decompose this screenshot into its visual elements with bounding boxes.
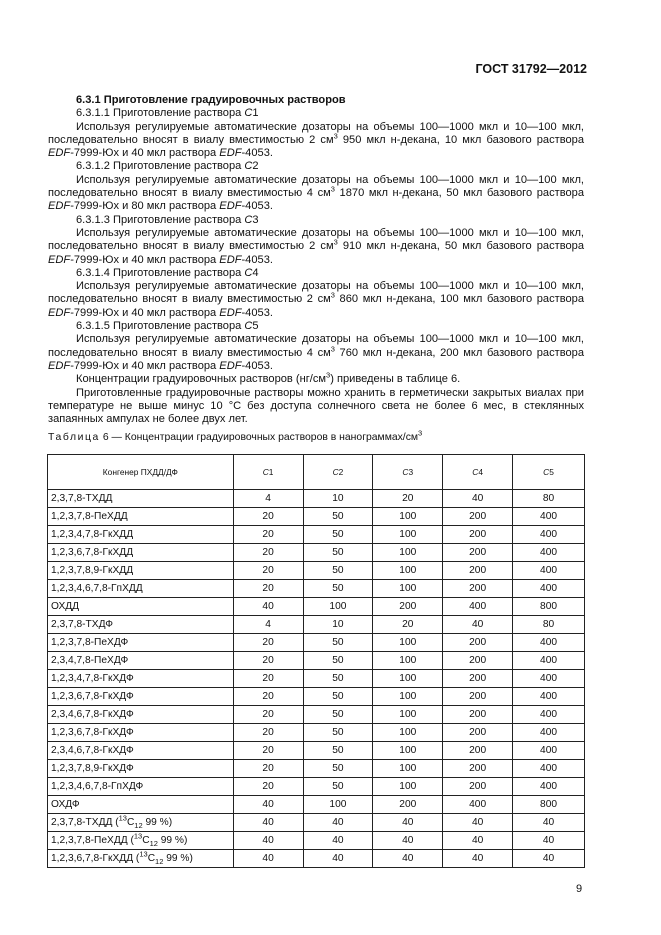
congener-name: ОХДД	[48, 598, 234, 616]
concentration-note: Концентрации градуировочных растворов $(нг/см^3)$ приведены в таблице 6.	[76, 370, 461, 386]
concentration-cell: 40	[513, 832, 585, 850]
concentration-cell: 200	[373, 598, 443, 616]
concentration-cell: 50	[303, 544, 373, 562]
table-row	[48, 706, 585, 724]
concentration-cell: 100	[373, 580, 443, 598]
subsection-title: 6.3.1.5 Приготовление раствора С5	[76, 320, 259, 333]
calibration-table	[47, 454, 585, 868]
table-row	[48, 652, 585, 670]
congener-name: 2,3,4,7,8-ПеХДФ	[48, 652, 234, 670]
concentration-cell: 800	[513, 598, 585, 616]
concentration-cell: 20	[233, 526, 303, 544]
concentration-cell: 40	[303, 850, 373, 868]
congener-name: 1,2,3,6,7,8-ГкХДД ($^{13}С_{12}$ 99 %)	[48, 850, 234, 868]
table-row	[48, 760, 585, 778]
concentration-cell: 20	[233, 508, 303, 526]
table-row	[48, 562, 585, 580]
concentration-cell: 200	[443, 778, 513, 796]
concentration-cell: 200	[443, 580, 513, 598]
table-row-labeled	[48, 850, 585, 868]
subsection-title: 6.3.1.4 Приготовление раствора С4	[76, 266, 259, 279]
concentration-cell: 20	[233, 706, 303, 724]
concentration-cell: 40	[233, 796, 303, 814]
concentration-cell: 100	[373, 634, 443, 652]
table-row	[48, 490, 585, 508]
congener-name: 1,2,3,4,7,8-ГкХДД	[48, 526, 234, 544]
concentration-cell: 50	[303, 508, 373, 526]
concentration-cell: 400	[513, 778, 585, 796]
subsection-title: 6.3.1.2 Приготовление раствора С2	[76, 160, 259, 173]
table-row	[48, 742, 585, 760]
concentration-cell: 400	[513, 760, 585, 778]
concentration-cell: 200	[443, 706, 513, 724]
concentration-cell: 20	[233, 688, 303, 706]
concentration-cell: 800	[513, 796, 585, 814]
concentration-cell: 4	[233, 616, 303, 634]
concentration-cell: 200	[443, 670, 513, 688]
congener-name: 1,2,3,6,7,8-ГкХДФ	[48, 724, 234, 742]
congener-name: 1,2,3,7,8-ПеХДД	[48, 508, 234, 526]
concentration-cell: 40	[233, 598, 303, 616]
table-body	[48, 490, 585, 868]
concentration-cell: 40	[373, 850, 443, 868]
section-title: 6.3.1 Приготовление градуировочных растворов	[76, 94, 346, 106]
standard-designation: ГОСТ 31792—2012	[475, 62, 587, 76]
congener-name: 2,3,7,8-ТХДД ($^{13}С_{12}$ 99 %)	[48, 814, 234, 832]
concentration-cell: 40	[303, 814, 373, 832]
concentration-cell: 40	[233, 832, 303, 850]
concentration-cell: 400	[513, 706, 585, 724]
concentration-cell: 50	[303, 760, 373, 778]
table-row	[48, 580, 585, 598]
congener-name: 1,2,3,4,6,7,8-ГпХДД	[48, 580, 234, 598]
table-row	[48, 508, 585, 526]
concentration-cell: 400	[513, 508, 585, 526]
concentration-cell: 400	[513, 742, 585, 760]
concentration-cell: 400	[513, 562, 585, 580]
concentration-cell: 40	[513, 850, 585, 868]
concentration-cell: 50	[303, 652, 373, 670]
table-row	[48, 778, 585, 796]
header-c3: С3	[373, 455, 443, 490]
concentration-cell: 100	[373, 760, 443, 778]
concentration-cell: 20	[233, 778, 303, 796]
subsection-title: 6.3.1.3 Приготовление раствора С3	[76, 213, 259, 226]
concentration-cell: 20	[233, 580, 303, 598]
concentration-cell: 40	[443, 616, 513, 634]
concentration-cell: 400	[513, 724, 585, 742]
concentration-cell: 20	[233, 724, 303, 742]
concentration-cell: 400	[443, 598, 513, 616]
concentration-cell: 100	[373, 778, 443, 796]
concentration-cell: 400	[513, 652, 585, 670]
concentration-cell: 40	[233, 850, 303, 868]
concentration-cell: 50	[303, 742, 373, 760]
table-caption: Таблица 6 — Концентрации градуировочных растворов в нанограммах/$см^3$	[48, 428, 423, 443]
concentration-cell: 100	[303, 796, 373, 814]
concentration-cell: 20	[233, 544, 303, 562]
concentration-cell: 20	[233, 760, 303, 778]
table-header-row	[48, 455, 585, 490]
concentration-cell: 200	[443, 688, 513, 706]
concentration-cell: 4	[233, 490, 303, 508]
header-c2: С2	[303, 455, 373, 490]
concentration-cell: 400	[513, 688, 585, 706]
congener-name: ОХДФ	[48, 796, 234, 814]
subsection-text: Используя регулируемые автоматические дозаторы на объемы 100—1000 мкл и 10—100 мкл, последовательно вносят в виалу вместимостью 4 $см^3$ 1870 мкл н-декана, 50 мкл базового раствора EDF-7999-Юх и 80 мкл раствора EDF-4053.	[48, 173, 585, 213]
concentration-cell: 80	[513, 616, 585, 634]
congener-name: 1,2,3,4,6,7,8-ГпХДФ	[48, 778, 234, 796]
congener-name: 2,3,7,8-ТХДД	[48, 490, 234, 508]
header-c4: С4	[443, 455, 513, 490]
concentration-cell: 400	[513, 526, 585, 544]
concentration-cell: 50	[303, 688, 373, 706]
table-row	[48, 724, 585, 742]
concentration-cell: 100	[303, 598, 373, 616]
congener-name: 2,3,4,6,7,8-ГкХДФ	[48, 706, 234, 724]
concentration-cell: 200	[443, 526, 513, 544]
concentration-cell: 40	[443, 832, 513, 850]
congener-name: 2,3,4,6,7,8-ГкХДФ	[48, 742, 234, 760]
concentration-cell: 100	[373, 688, 443, 706]
concentration-cell: 50	[303, 706, 373, 724]
concentration-cell: 100	[373, 562, 443, 580]
subsection-text: Используя регулируемые автоматические дозаторы на объемы 100—1000 мкл и 10—100 мкл, последовательно вносят в виалу вместимостью 4 $см^3$ 760 мкл н-декана, 200 мкл базового раствора EDF-7999-Юх и 40 мкл раствора EDF-4053.	[48, 333, 585, 372]
concentration-cell: 400	[443, 796, 513, 814]
document-body	[48, 94, 584, 426]
concentration-cell: 50	[303, 580, 373, 598]
concentration-cell: 20	[233, 634, 303, 652]
concentration-cell: 100	[373, 670, 443, 688]
concentration-cell: 40	[373, 832, 443, 850]
concentration-cell: 50	[303, 670, 373, 688]
concentration-cell: 50	[303, 724, 373, 742]
table-row	[48, 526, 585, 544]
concentration-cell: 200	[443, 634, 513, 652]
subsections	[48, 107, 584, 373]
concentration-cell: 40	[373, 814, 443, 832]
concentration-cell: 10	[303, 616, 373, 634]
concentration-cell: 20	[373, 490, 443, 508]
concentration-cell: 100	[373, 742, 443, 760]
concentration-cell: 200	[443, 652, 513, 670]
concentration-cell: 400	[513, 544, 585, 562]
concentration-cell: 40	[443, 490, 513, 508]
table-row	[48, 598, 585, 616]
congener-name: 1,2,3,7,8,9-ГкХДД	[48, 562, 234, 580]
concentration-cell: 100	[373, 652, 443, 670]
concentration-cell: 10	[303, 490, 373, 508]
congener-name: 1,2,3,7,8-ПеХДД ($^{13}С_{12}$ 99 %)	[48, 832, 234, 850]
congener-name: 1,2,3,7,8,9-ГкХДФ	[48, 760, 234, 778]
congener-name: 2,3,7,8-ТХДФ	[48, 616, 234, 634]
concentration-cell: 40	[303, 832, 373, 850]
concentration-cell: 200	[443, 508, 513, 526]
table-row	[48, 688, 585, 706]
concentration-cell: 400	[513, 634, 585, 652]
header-congener: Конгенер ПХДД/ДФ	[48, 455, 234, 490]
table-row	[48, 634, 585, 652]
concentration-cell: 20	[233, 562, 303, 580]
header-c1: С1	[233, 455, 303, 490]
concentration-cell: 200	[443, 742, 513, 760]
concentration-cell: 50	[303, 634, 373, 652]
congener-name: 1,2,3,4,7,8-ГкХДФ	[48, 670, 234, 688]
concentration-cell: 100	[373, 544, 443, 562]
concentration-cell: 40	[443, 814, 513, 832]
table-row-labeled	[48, 832, 585, 850]
congener-name: 1,2,3,7,8-ПеХДФ	[48, 634, 234, 652]
concentration-cell: 100	[373, 508, 443, 526]
concentration-cell: 400	[513, 580, 585, 598]
concentration-cell: 50	[303, 562, 373, 580]
concentration-cell: 20	[233, 652, 303, 670]
concentration-cell: 40	[233, 814, 303, 832]
table-row-labeled	[48, 814, 585, 832]
table-row	[48, 616, 585, 634]
concentration-cell: 400	[513, 670, 585, 688]
subsection-text: Используя регулируемые автоматические дозаторы на объемы 100—1000 мкл и 10—100 мкл, последовательно вносят в виалу вместимостью 2 $см^3$ 860 мкл н-декана, 100 мкл базового раствора EDF-7999-Юх и 40 мкл раствора EDF-4053.	[48, 280, 585, 319]
concentration-cell: 40	[513, 814, 585, 832]
concentration-cell: 200	[443, 562, 513, 580]
concentration-cell: 20	[233, 742, 303, 760]
concentration-cell: 20	[373, 616, 443, 634]
subsection-text: Используя регулируемые автоматические дозаторы на объемы 100—1000 мкл и 10—100 мкл, последовательно вносят в виалу вместимостью 2 $см^3$ 950 мкл н-декана, 10 мкл базового раствора EDF-7999-Юх и 40 мкл раствора EDF-4053.	[48, 120, 585, 160]
concentration-cell: 50	[303, 526, 373, 544]
concentration-cell: 80	[513, 490, 585, 508]
table-row	[48, 544, 585, 562]
concentration-cell: 200	[443, 544, 513, 562]
concentration-cell: 40	[443, 850, 513, 868]
concentration-cell: 200	[443, 760, 513, 778]
concentration-cell: 20	[233, 670, 303, 688]
table-row	[48, 796, 585, 814]
concentration-cell: 100	[373, 724, 443, 742]
table-row	[48, 670, 585, 688]
concentration-cell: 200	[443, 724, 513, 742]
congener-name: 1,2,3,6,7,8-ГкХДФ	[48, 688, 234, 706]
concentration-cell: 200	[373, 796, 443, 814]
header-c5: С5	[513, 455, 585, 490]
page-number: 9	[576, 883, 583, 895]
storage-note: Приготовленные градуировочные растворы можно хранить в герметически закрытых виалах при температуре не выше минус 10 °С без доступа солнечного света не более 6 мес, в стеклянных запаянных ампулах не более двух лет.	[48, 386, 584, 426]
subsection-title: 6.3.1.1 Приготовление раствора С1	[76, 107, 259, 120]
concentration-cell: 50	[303, 778, 373, 796]
concentration-cell: 100	[373, 526, 443, 544]
subsection-text: Используя регулируемые автоматические дозаторы на объемы 100—1000 мкл и 10—100 мкл, последовательно вносят в виалу вместимостью 2 $см^3$ 910 мкл н-декана, 50 мкл базового раствора EDF-7999-Юх и 40 мкл раствора EDF-4053.	[48, 226, 585, 266]
congener-name: 1,2,3,6,7,8-ГкХДД	[48, 544, 234, 562]
concentration-cell: 100	[373, 706, 443, 724]
